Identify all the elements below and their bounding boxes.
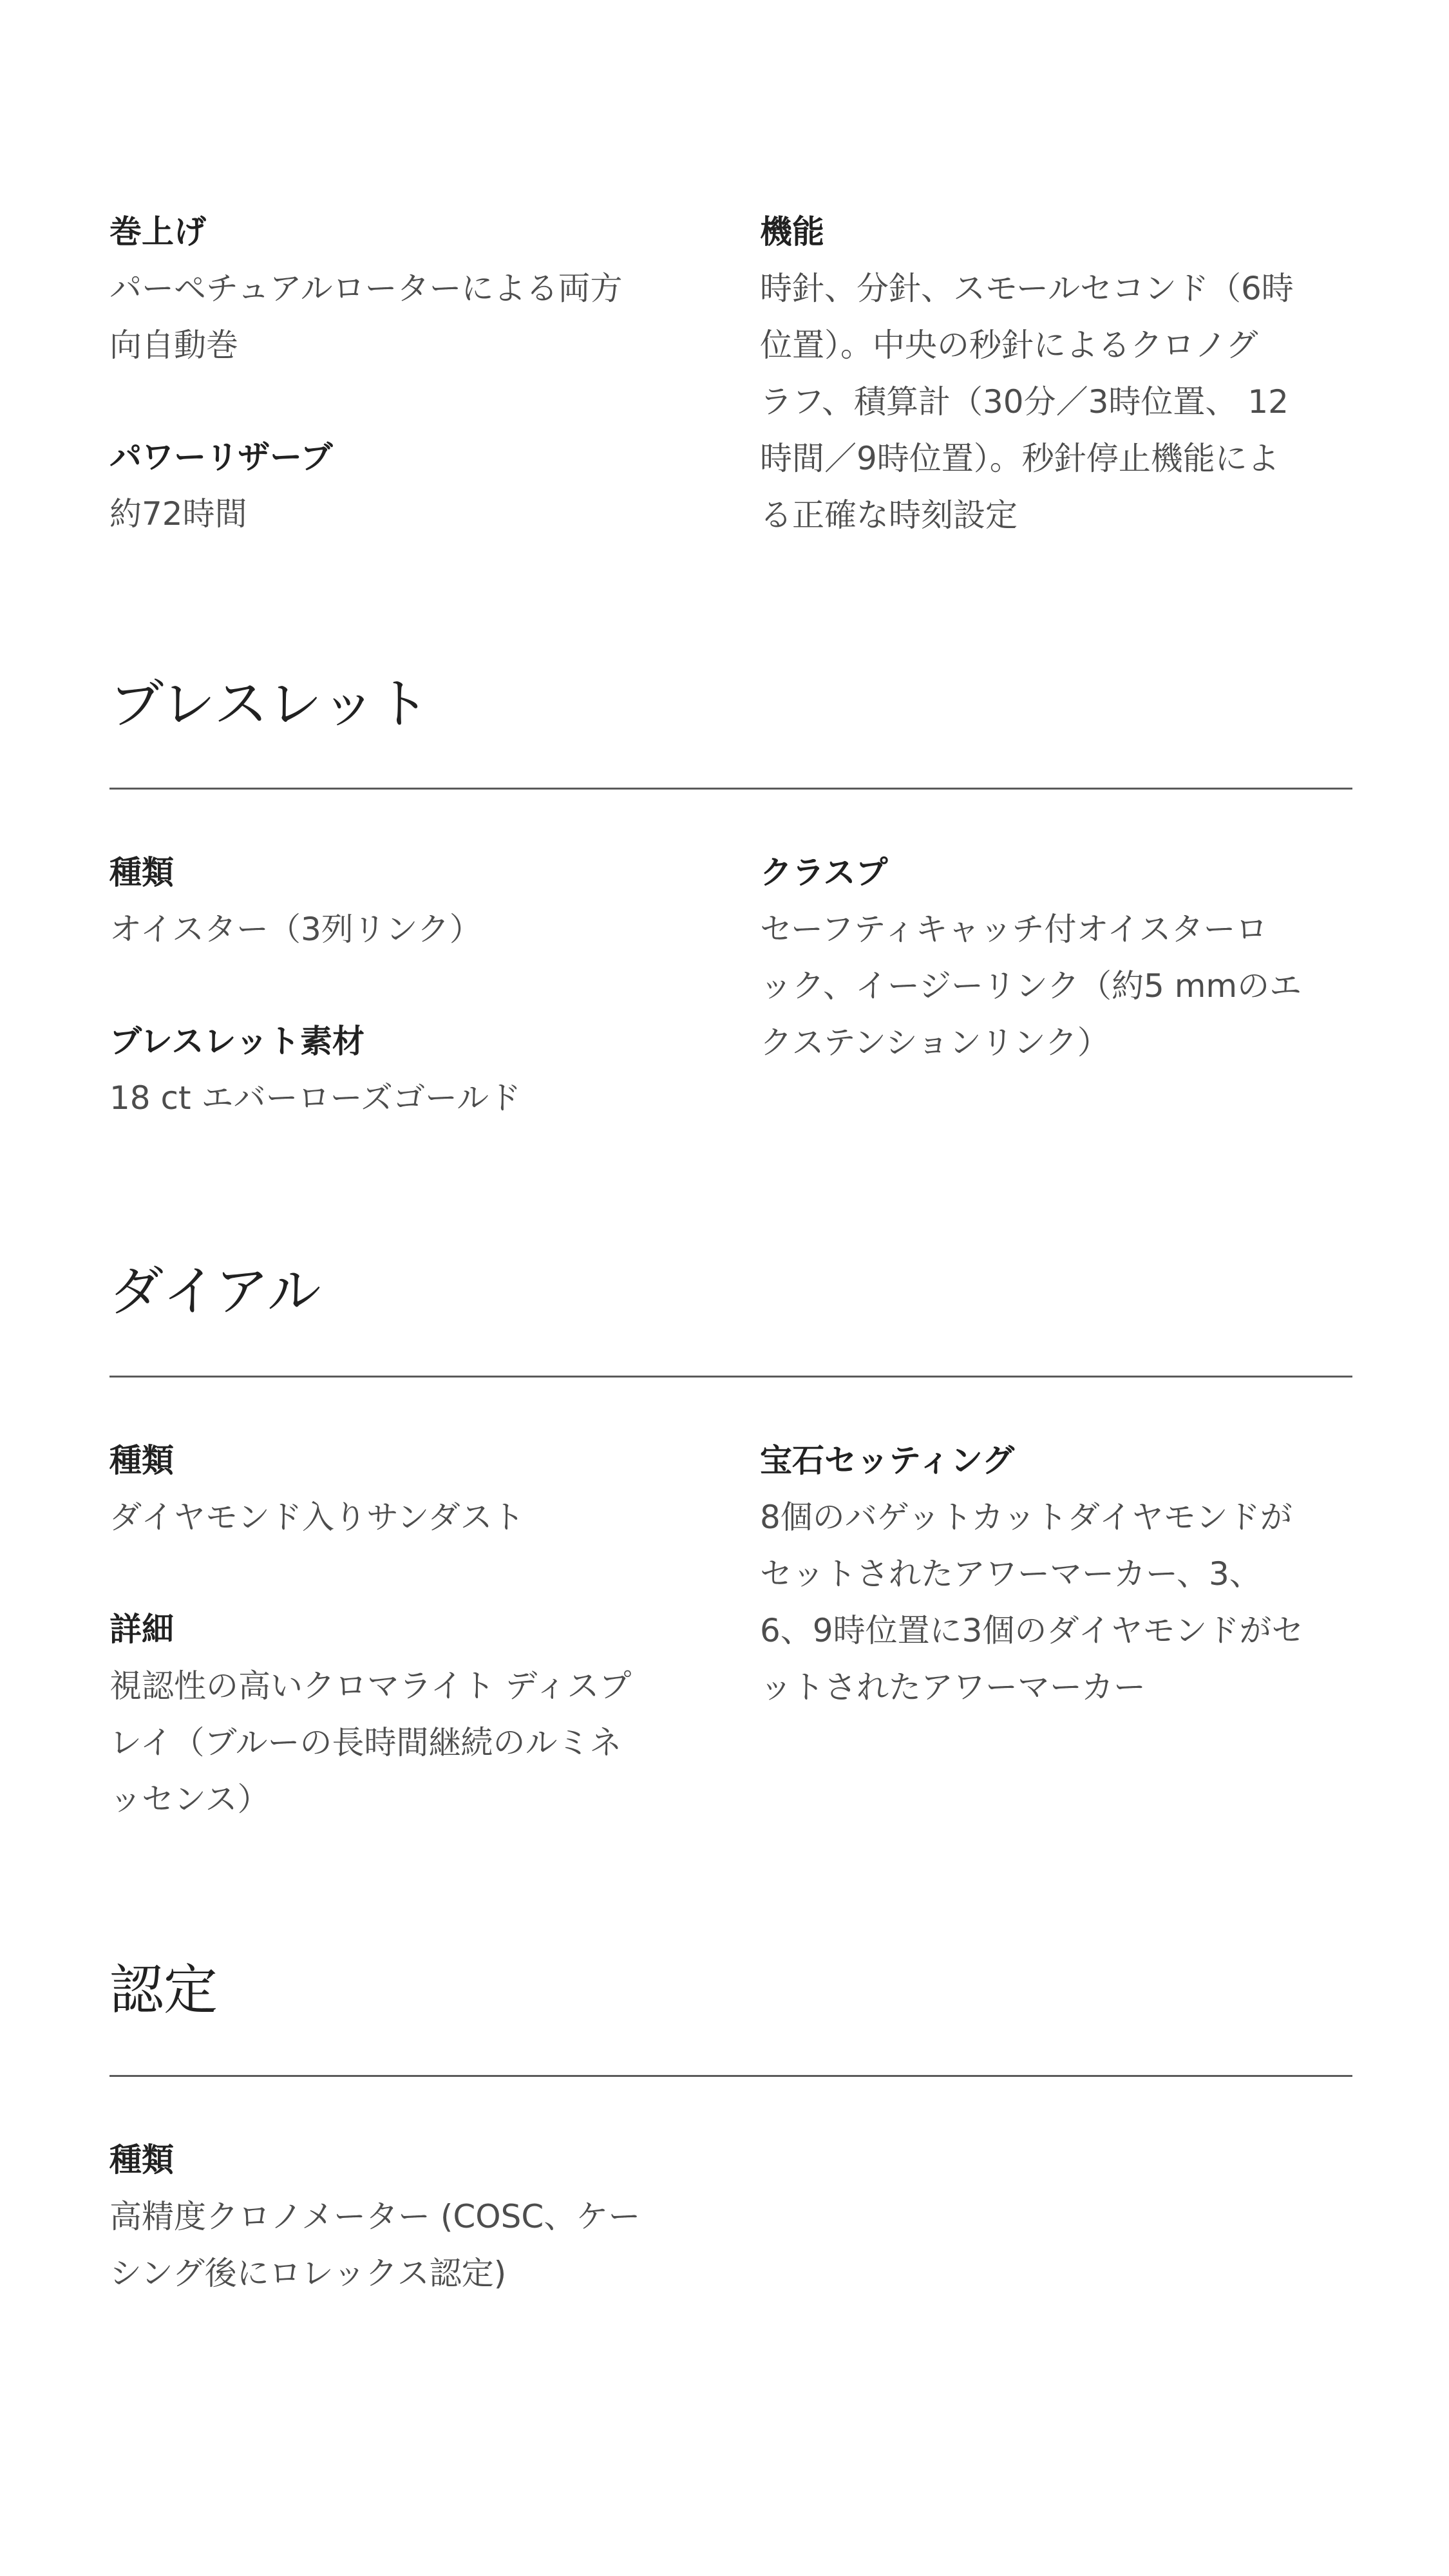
spec-label: ブレスレット素材 <box>109 1023 365 1060</box>
spec-value: セーフティキャッチ付オイスターロ ック、イージーリンク（約5 mmのエ クステンションリンク） <box>760 911 1302 1061</box>
spec-label: クラスプ <box>760 854 888 891</box>
spec-value: 時針、分針、スモールセコンド（6時 位置）。中央の秒針によるクロノグ ラフ、積算計（30分／3時位置、 12 時間／9時位置）。秒針停止機能によ る正確な時刻設定 <box>760 270 1294 534</box>
section-title-dial: ダイアル <box>109 1260 321 1323</box>
movement-right-column <box>760 204 1352 544</box>
section-divider <box>109 2075 1352 2077</box>
movement-specs <box>109 204 1352 544</box>
section-divider <box>109 788 1352 790</box>
dial-left-column <box>109 1432 760 1828</box>
spec-value: ダイヤモンド入りサンダスト <box>109 1499 525 1536</box>
spec-dial-type <box>109 1432 760 1546</box>
bracelet-right-column <box>760 844 1352 1126</box>
certification-section-header <box>109 1955 1352 2025</box>
spec-label: 巻上げ <box>109 213 206 251</box>
spec-label: 詳細 <box>109 1611 174 1648</box>
certification-specs <box>109 2132 1352 2302</box>
spec-winding <box>109 204 760 374</box>
bracelet-specs <box>109 844 1352 1126</box>
spec-certification-type <box>109 2132 760 2302</box>
spec-value: 約72時間 <box>109 495 247 533</box>
spec-value: 18 ct エバーローズゴールド <box>109 1079 522 1117</box>
spec-label: 種類 <box>109 2141 174 2179</box>
spec-value: 高精度クロノメーター (COSC、ケー シング後にロレックス認定) <box>109 2198 641 2292</box>
spec-value: オイスター（3列リンク） <box>109 911 482 948</box>
certification-right-column <box>760 2132 1352 2302</box>
section-title-certification: 認定 <box>109 1958 218 2022</box>
section-title-bracelet: ブレスレット <box>109 672 430 735</box>
dial-section-header <box>109 1256 1352 1327</box>
spec-bracelet-type <box>109 844 760 958</box>
spec-value: パーペチュアルローターによる両方 向自動巻 <box>109 270 623 364</box>
spec-value: 8個のバゲットカットダイヤモンドが セットされたアワーマーカー、3、 6、9時位置に3個のダイヤモンドがセ ットされたアワーマーカー <box>760 1499 1304 1706</box>
bracelet-section-header <box>109 668 1352 739</box>
spec-power-reserve <box>109 429 760 542</box>
spec-dial-details <box>109 1601 760 1828</box>
spec-label: パワーリザーブ <box>109 439 333 476</box>
movement-left-column <box>109 204 760 544</box>
section-divider <box>109 1376 1352 1378</box>
spec-label: 機能 <box>760 213 824 251</box>
spec-functions <box>760 204 1352 544</box>
spec-label: 種類 <box>109 1442 174 1479</box>
spec-gem-setting <box>760 1432 1352 1716</box>
dial-right-column <box>760 1432 1352 1828</box>
spec-label: 種類 <box>109 854 174 891</box>
spec-value: 視認性の高いクロマライト ディスプ レイ（ブルーの長時間継続のルミネ ッセンス） <box>109 1667 632 1818</box>
spec-bracelet-material <box>109 1013 760 1126</box>
bracelet-left-column <box>109 844 760 1126</box>
spec-clasp <box>760 844 1352 1071</box>
dial-specs <box>109 1432 1352 1828</box>
certification-left-column <box>109 2132 760 2302</box>
spec-label: 宝石セッティング <box>760 1442 1014 1479</box>
